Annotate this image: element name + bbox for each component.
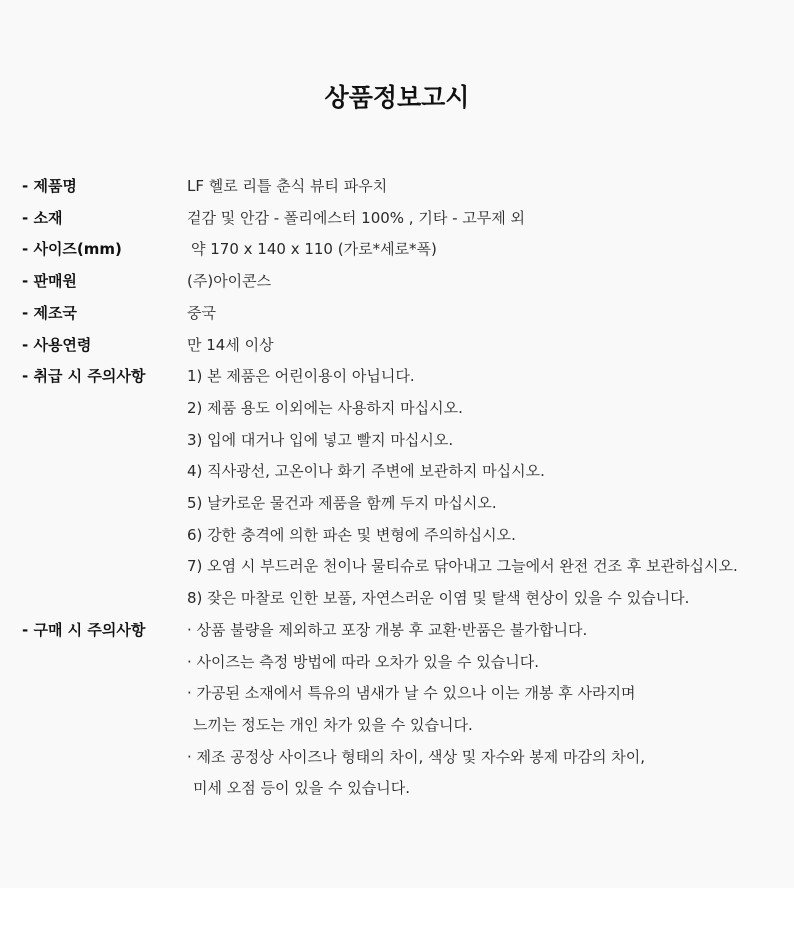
row-label: - 제품명 [22,177,77,195]
purchase-note: · 상품 불량을 제외하고 포장 개봉 후 교환·반품은 불가합니다. [187,620,588,639]
caution-item: 6) 강한 충격에 의한 파손 및 변형에 주의하십시오. [187,525,516,544]
caution-item: 3) 입에 대거나 입에 넣고 빨지 마십시오. [187,430,454,449]
row-label: - 판매원 [22,272,77,291]
purchase-note: · 사이즈는 측정 방법에 따라 오차가 있을 수 있습니다. [187,652,539,671]
purchase-note-continued: 느끼는 정도는 개인 차가 있을 수 있습니다. [193,715,473,734]
info-row-product-name [22,171,782,203]
row-label: - 제조국 [22,303,77,322]
info-row-origin [22,298,782,330]
purchase-note: · 제조 공정상 사이즈나 형태의 차이, 색상 및 자수와 봉제 마감의 차이, [187,747,645,766]
info-row-handling-cautions [22,361,782,615]
caution-item: 5) 날카로운 물건과 제품을 함께 두지 마십시오. [187,494,497,513]
info-row-age [22,330,782,362]
row-label: - 구매 시 주의사항 [22,620,146,639]
info-row-purchase-cautions [22,615,782,805]
info-row-material [22,203,782,235]
row-value: LF 헬로 리틀 춘식 뷰티 파우치 [187,177,388,195]
row-value: 겉감 및 안감 - 폴리에스터 100% , 기타 - 고무제 외 [187,208,525,227]
row-value: 만 14세 이상 [187,335,274,354]
caution-item: 4) 직사광선, 고온이나 화기 주변에 보관하지 마십시오. [187,462,545,481]
caution-item: 2) 제품 용도 이외에는 사용하지 마십시오. [187,398,463,417]
caution-item: 1) 본 제품은 어린이용이 아닙니다. [187,367,415,386]
row-label: - 사용연령 [22,335,92,354]
caution-item: 7) 오염 시 부드러운 천이나 물티슈로 닦아내고 그늘에서 완전 건조 후 보관하십시오. [187,557,738,576]
purchase-note: · 가공된 소재에서 특유의 냄새가 날 수 있으나 이는 개봉 후 사라지며 [187,684,636,703]
caution-item: 8) 잦은 마찰로 인한 보풀, 자연스러운 이염 및 탈색 현상이 있을 수 있습니다. [187,589,690,608]
row-label: - 취급 시 주의사항 [22,367,146,386]
info-row-size [22,234,782,266]
purchase-note-continued: 미세 오점 등이 있을 수 있습니다. [193,779,410,798]
row-value: (주)아이콘스 [187,272,272,291]
row-value: 중국 [187,303,216,322]
row-label: - 사이즈(mm) [22,240,122,259]
row-label: - 소재 [22,208,63,227]
page-title: 상품정보고시 [324,83,470,112]
product-info-table [22,171,782,805]
info-row-seller [22,266,782,298]
row-value: 약 170 x 140 x 110 (가로*세로*폭) [191,240,437,259]
